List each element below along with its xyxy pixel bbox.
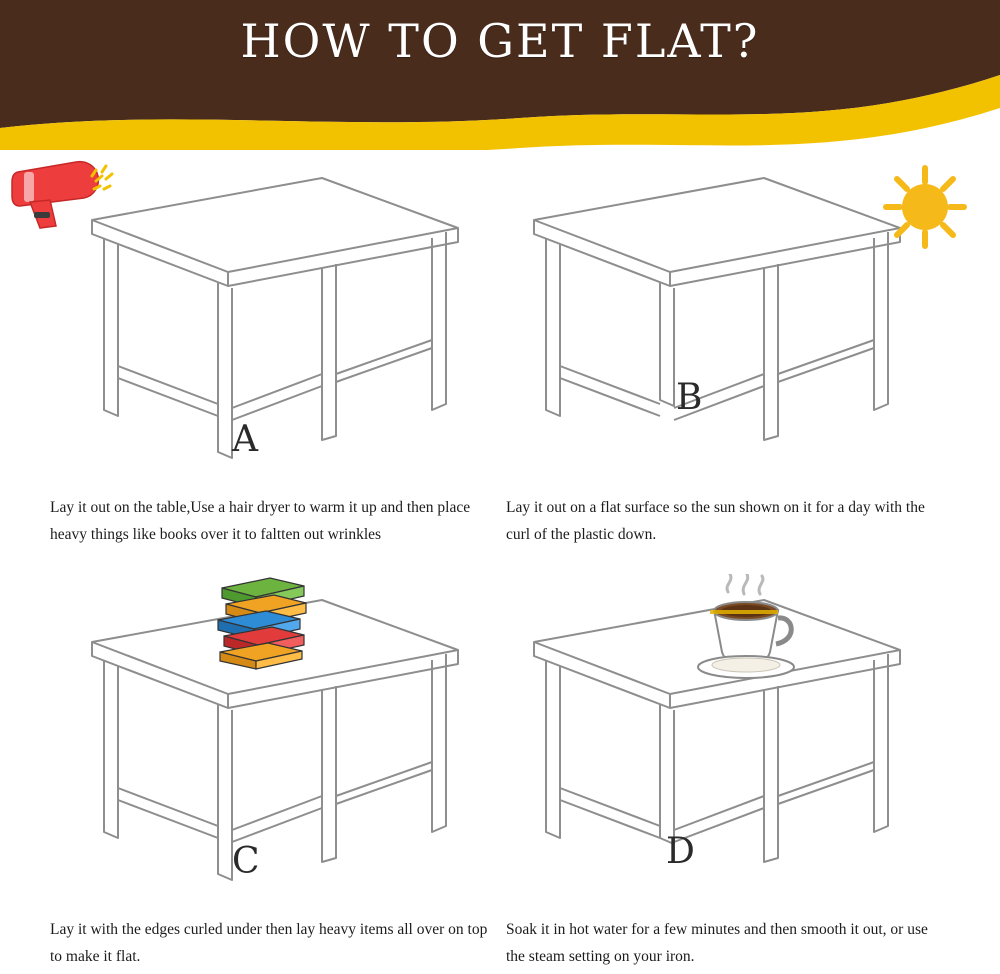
panel-c-letter: C [232,841,260,882]
panel-d-caption: Soak it in hot water for a few minutes and then smooth it out, or use the steam setting on your iron. [506,921,928,966]
panel-c-caption: Lay it with the edges curled under then lay heavy items all over on top to make it flat. [50,921,488,966]
panel-b-letter: B [676,377,703,418]
panel-c-illustration [22,582,496,912]
instruction-panels [0,150,1000,974]
panel-a-letter: A [232,419,258,460]
hair-dryer-icon [10,154,140,234]
panel-c [22,582,496,970]
panel-d [504,582,978,970]
panel-b-caption: Lay it out on a flat surface so the sun shown on it for a day with the curl of the plastic down. [506,499,925,544]
panel-b [504,160,978,548]
panel-a [22,160,496,548]
page-header [0,0,1000,150]
panel-a-illustration [22,160,496,490]
panel-b-illustration [504,160,978,490]
panel-d-illustration [504,582,978,912]
panel-d-letter: D [666,831,695,872]
sun-icon [870,152,980,262]
stack-of-books-icon [208,564,318,674]
hot-coffee-cup-icon [694,574,824,684]
page-title: HOW TO GET FLAT? [240,14,760,68]
panel-a-caption: Lay it out on the table,Use a hair dryer to warm it up and then place heavy things like books over it to faltten out wrinkles [50,499,471,544]
